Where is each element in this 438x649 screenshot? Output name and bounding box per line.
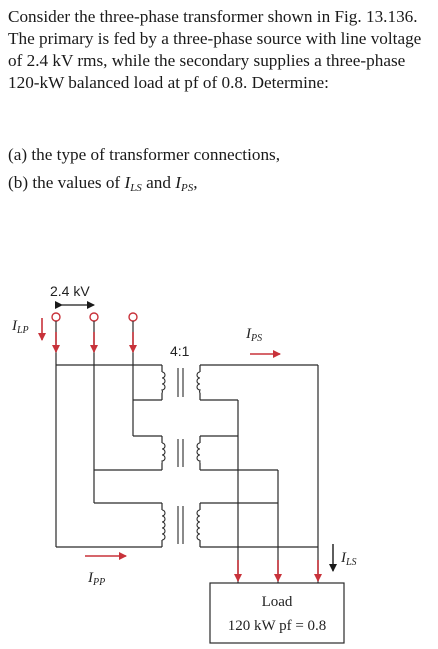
load-box — [210, 583, 344, 643]
ipp-label: $I_{PP}$ — [88, 570, 106, 588]
terminal-a — [52, 313, 60, 321]
transformer-cores — [178, 368, 183, 544]
ils-label: $I_{LS}$ — [341, 550, 357, 568]
ratio-label: 4:1 — [170, 343, 190, 359]
load-title: Load — [261, 594, 293, 610]
secondary-wiring — [200, 365, 318, 583]
terminal-c — [129, 313, 137, 321]
part-b-and: and — [141, 173, 176, 192]
terminal-b — [90, 313, 98, 321]
problem-statement: Consider the three-phase transformer shown in Fig. 13.136. The primary is fed by a three-phase source with line voltage of 2.4 kV rms, while the secondary supplies a three-phase 120-kW balanced load at pf of 0.8. Determine: — [8, 7, 422, 92]
part-a: (a) the type of transformer connections, — [8, 145, 281, 164]
current-ils-sub: LS — [130, 182, 142, 194]
part-b-suffix: , — [193, 173, 198, 192]
part-b-prefix: (b) the values of — [8, 173, 125, 192]
transformer-coils — [162, 372, 200, 540]
ilp-label: $I_{LP}$ — [12, 318, 29, 336]
primary-wiring — [56, 321, 162, 547]
ips-label: $I_{PS}$ — [246, 326, 263, 344]
current-ips-sub: PS — [180, 182, 194, 194]
current-ils-letter: I — [124, 173, 131, 192]
current-ips-letter: I — [175, 173, 181, 192]
voltage-label: 2.4 kV — [50, 283, 90, 299]
load-spec: 120 kW pf = 0.8 — [227, 618, 327, 634]
